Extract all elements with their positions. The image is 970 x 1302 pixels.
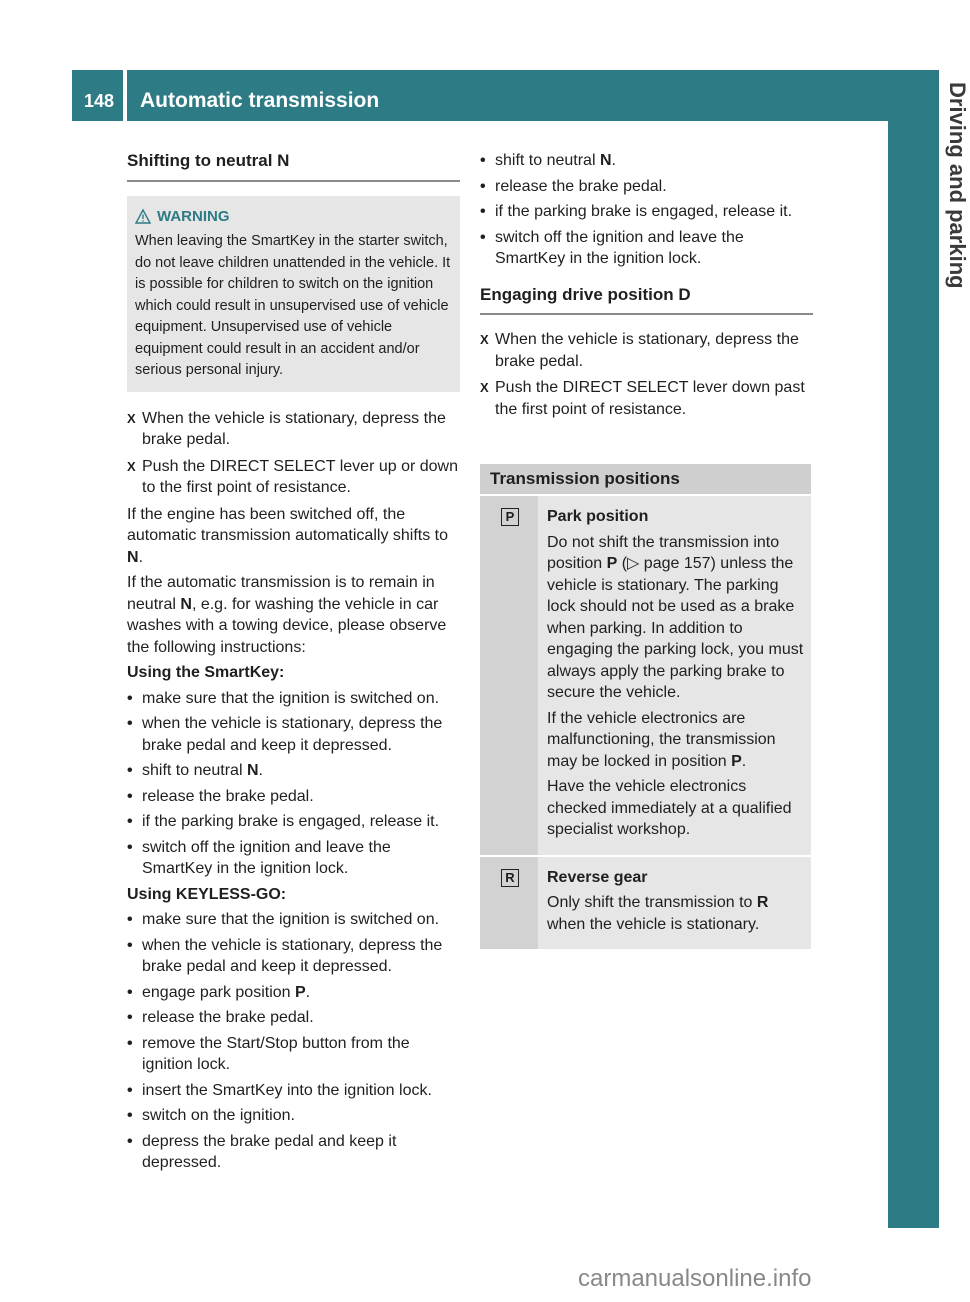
section-heading-drive: Engaging drive position D bbox=[480, 284, 813, 316]
watermark: carmanualsonline.info bbox=[578, 1265, 812, 1292]
warning-text: When leaving the SmartKey in the starter switch, do not leave children unattended in the vehicle. It is possible for children to switch on the ignition which could result in unsupervised use of vehicle equipment. Unsupervised use of vehicle equipment could result in an accident and/or serious personal injury. bbox=[135, 233, 451, 378]
description-cell bbox=[538, 496, 811, 855]
header-divider bbox=[123, 70, 127, 121]
list-item: • shift to neutral N. bbox=[480, 152, 616, 169]
list-item: • shift to neutral N. bbox=[127, 762, 263, 779]
row-paragraph: Have the vehicle electronics checked immediately at a qualified specialist workshop. bbox=[547, 778, 792, 838]
page-header bbox=[72, 70, 888, 121]
list-item: • switch off the ignition and leave the SmartKey in the ignition lock. bbox=[127, 838, 391, 877]
row-paragraph: If the vehicle electronics are malfunctioning, the transmission may be locked in position P. bbox=[547, 709, 776, 770]
list-item: • if the parking brake is engaged, release it. bbox=[127, 813, 440, 830]
list-item: • engage park position P. bbox=[127, 983, 311, 1001]
list-item: • remove the Start/Stop button from the ignition lock. bbox=[127, 1034, 410, 1073]
warning-box bbox=[127, 196, 460, 392]
list-item: • make sure that the ignition is switched on. bbox=[127, 689, 440, 707]
list-item: • when the vehicle is stationary, depress the brake pedal and keep it depressed. bbox=[127, 715, 443, 754]
description-cell bbox=[538, 857, 811, 950]
list-item: • release the brake pedal. bbox=[127, 1009, 314, 1026]
instruction-step bbox=[480, 329, 813, 372]
step-text: When the vehicle is stationary, depress the brake pedal. bbox=[495, 331, 799, 370]
step-text: Push the DIRECT SELECT lever down past the first point of resistance. bbox=[495, 379, 805, 418]
row-title: Park position bbox=[547, 508, 649, 525]
table-row bbox=[480, 496, 811, 855]
subheading-keyless-go: Using KEYLESS-GO: bbox=[127, 885, 287, 903]
row-paragraph: Do not shift the transmission into position P (▷ page 157) unless the vehicle is stationary. The parking lock should not be used as a brake when parking. In addition to engaging the parking lock, you must always apply the parking brake to secure the vehicle. bbox=[547, 533, 804, 701]
page-number: 148 bbox=[84, 91, 115, 111]
section-heading-neutral: Shifting to neutral N bbox=[127, 150, 460, 182]
paragraph: If the automatic transmission is to remain in neutral N, e.g. for washing the vehicle in car washes with a towing device, please observe the following instructions: bbox=[127, 574, 447, 656]
list-item: • release the brake pedal. bbox=[480, 177, 667, 195]
list-item: • switch on the ignition. bbox=[127, 1107, 295, 1124]
transmission-positions-table bbox=[480, 464, 811, 949]
subheading-smartkey: Using the SmartKey: bbox=[127, 664, 285, 681]
left-column bbox=[127, 150, 460, 1178]
step-marker-icon: X bbox=[127, 458, 136, 474]
list-item: • make sure that the ignition is switched on. bbox=[127, 911, 440, 928]
instruction-step bbox=[480, 377, 813, 420]
row-title: Reverse gear bbox=[547, 868, 648, 886]
row-paragraph: Only shift the transmission to R when the vehicle is stationary. bbox=[547, 894, 769, 933]
instruction-step bbox=[127, 456, 460, 499]
reverse-symbol-icon: R bbox=[501, 869, 519, 887]
table-title: Transmission positions bbox=[480, 464, 811, 494]
table-row bbox=[480, 857, 811, 950]
section-side-tab bbox=[888, 70, 970, 1228]
section-side-label: Driving and parking bbox=[945, 82, 970, 289]
park-symbol-icon: P bbox=[501, 508, 519, 526]
list-item: • switch off the ignition and leave the SmartKey in the ignition lock. bbox=[480, 228, 744, 267]
list-item: • release the brake pedal. bbox=[127, 787, 314, 805]
list-item: • if the parking brake is engaged, release it. bbox=[480, 203, 793, 220]
list-item: • depress the brake pedal and keep it depressed. bbox=[127, 1132, 397, 1171]
symbol-cell bbox=[480, 857, 538, 950]
symbol-cell bbox=[480, 496, 538, 855]
list-item: • when the vehicle is stationary, depress the brake pedal and keep it depressed. bbox=[127, 936, 443, 975]
instruction-step bbox=[127, 408, 460, 451]
warning-header bbox=[135, 206, 452, 228]
right-column bbox=[480, 150, 813, 949]
list-item: • insert the SmartKey into the ignition lock. bbox=[127, 1081, 432, 1099]
step-marker-icon: X bbox=[127, 410, 136, 426]
step-marker-icon: X bbox=[480, 380, 489, 395]
warning-title: WARNING bbox=[157, 207, 230, 225]
step-text: When the vehicle is stationary, depress the brake pedal. bbox=[142, 409, 446, 448]
chapter-title: Automatic transmission bbox=[140, 89, 380, 112]
warning-triangle-icon bbox=[135, 209, 151, 224]
step-marker-icon: X bbox=[480, 332, 489, 347]
paragraph: If the engine has been switched off, the automatic transmission automatically shifts to N. bbox=[127, 505, 449, 566]
step-text: Push the DIRECT SELECT lever up or down to the first point of resistance. bbox=[142, 457, 458, 496]
